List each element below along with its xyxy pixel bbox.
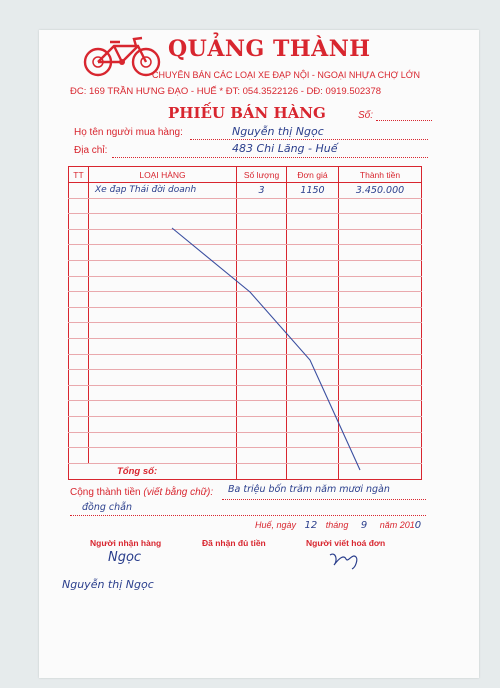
- receiver-signature: Ngọc: [108, 550, 142, 565]
- date-month: 9: [360, 520, 368, 531]
- number-label: Số:: [358, 110, 374, 121]
- writer-signature: [326, 549, 362, 571]
- date-year-label: năm 201: [379, 520, 415, 530]
- cell-qty: 3: [237, 183, 287, 199]
- receiver-label: Người nhận hàng: [90, 538, 162, 548]
- date-day: 12: [304, 520, 318, 531]
- receiver-name-handwritten: Nguyễn thị Ngọc: [62, 578, 154, 591]
- buyer-label: Họ tên người mua hàng:: [74, 127, 183, 138]
- total-label: Tổng số:: [69, 463, 237, 479]
- date-month-label: tháng: [325, 520, 349, 530]
- brand-name: QUẢNG THÀNH: [168, 36, 371, 62]
- date-line: [255, 520, 421, 531]
- paid-label: Đã nhận đủ tiền: [202, 538, 266, 548]
- amount-words-label: Cộng thành tiền: [70, 487, 141, 498]
- header-item: LOẠI HÀNG: [89, 167, 237, 183]
- amount-words-handwritten-1: Ba triệu bốn trăm năm mươi ngàn: [228, 484, 390, 495]
- cell-amount: 3.450.000: [339, 183, 422, 199]
- contact-line: ĐC: 169 TRẦN HƯNG ĐẠO - HUẾ * ĐT: 054.3522126 - DĐ: 0919.502378: [70, 86, 382, 97]
- header-amount: Thành tiền: [339, 167, 422, 183]
- brand-tagline: CHUYÊN BÁN CÁC LOẠI XE ĐẠP NỘI - NGOẠI NHỰA CHỢ LỚN: [152, 70, 421, 80]
- amount-words-hint: (viết bằng chữ):: [143, 487, 214, 498]
- amount-words-line-2: [70, 515, 426, 516]
- cell-item: Xe đạp Thái đời doanh: [89, 183, 237, 199]
- writer-label: Người viết hoá đơn: [306, 538, 386, 548]
- header-price: Đơn giá: [287, 167, 339, 183]
- header-tt: TT: [69, 167, 89, 183]
- cell-price: 1150: [287, 183, 339, 199]
- date-year-suffix: 0: [414, 520, 422, 531]
- address-label: Địa chỉ:: [74, 145, 108, 156]
- amount-words-line-1: [222, 499, 426, 500]
- amount-words-handwritten-2: đồng chẵn: [82, 502, 133, 513]
- header-qty: Số lượng: [237, 167, 287, 183]
- buyer-name-handwritten: Nguyễn thị Ngọc: [232, 125, 324, 138]
- address-handwritten: 483 Chi Lăng - Huế: [232, 142, 338, 155]
- amount-words-label-row: [70, 487, 213, 498]
- document-title: PHIẾU BÁN HÀNG: [168, 104, 326, 122]
- date-place: Huế, ngày: [255, 520, 297, 530]
